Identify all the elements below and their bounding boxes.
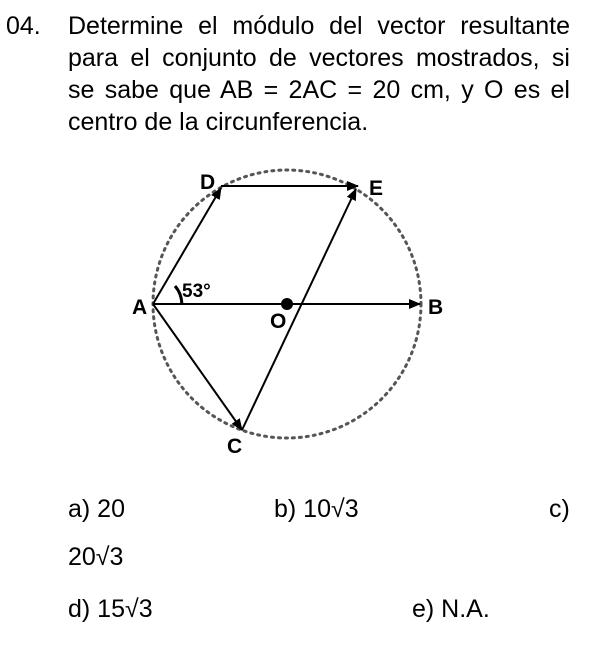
label-c: C <box>227 435 243 458</box>
vector-ce <box>242 189 356 430</box>
label-b: B <box>428 296 444 319</box>
label-a: A <box>132 296 148 319</box>
angle-arc <box>175 286 182 304</box>
center-point-o <box>281 298 293 310</box>
option-d[interactable]: d) 15√3 <box>68 595 153 623</box>
vector-ac <box>153 304 242 430</box>
label-e: E <box>369 177 384 200</box>
option-c[interactable]: c) <box>549 495 570 523</box>
label-d: D <box>200 171 216 194</box>
vector-diagram <box>120 160 460 470</box>
problem-number: 04. <box>6 12 41 40</box>
option-e[interactable]: e) N.A. <box>412 595 490 623</box>
angle-label: 53° <box>182 281 211 302</box>
label-o: O <box>270 310 287 333</box>
vector-figure <box>120 160 460 470</box>
option-c-value[interactable]: 20√3 <box>68 543 124 571</box>
option-b[interactable]: b) 10√3 <box>274 495 359 523</box>
option-a[interactable]: a) 20 <box>68 495 125 523</box>
problem-statement: Determine el módulo del vector resultante para el conjunto de vectores mostrados, si se sabe que AB = 2AC = 20 cm, y O es el centro de la circunferencia. <box>68 12 570 136</box>
